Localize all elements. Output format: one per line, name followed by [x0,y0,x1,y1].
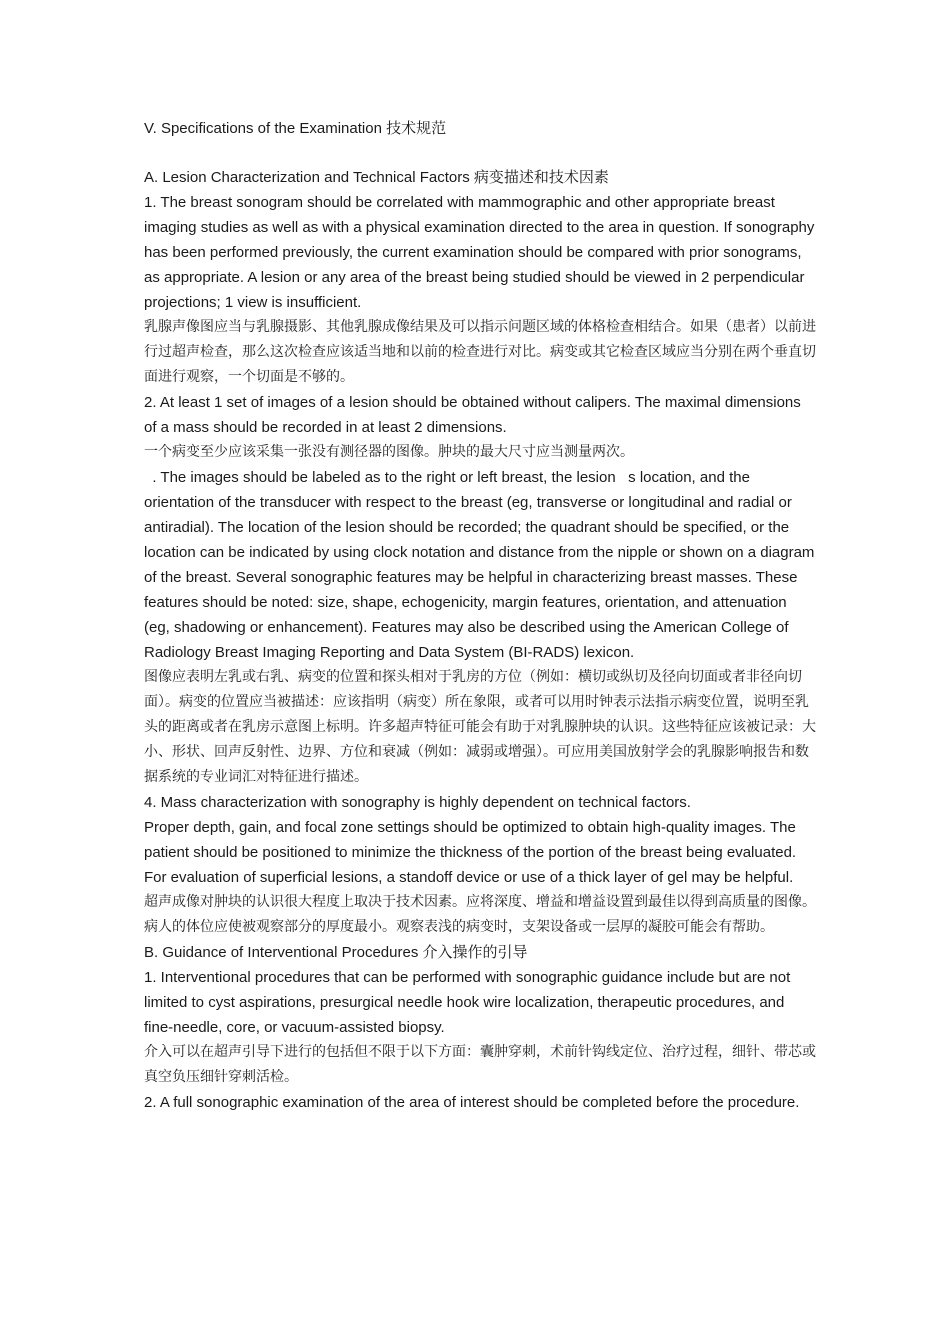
part-b-item2-en: 2. A full sonographic examination of the area of interest should be completed before the procedure. [144,1094,800,1111]
part-a-item1-zh: 乳腺声像图应当与乳腺摄影、其他乳腺成像结果及可以指示问题区域的体格检查相结合。如果（患者）以前进行过超声检查，那么这次检查应该适当地和以前的检查进行对比。病变或其它检查区域应当分别在两个垂直切面进行观察，一个切面是不够的。 [144,319,816,385]
document-page [144,116,819,1115]
part-a-item2-en: 2. At least 1 set of images of a lesion should be obtained without calipers. The maximal dimensions of a mass should be recorded in at least 2 dimensions. [144,394,801,436]
part-b-heading: B. Guidance of Interventional Procedures 介入操作的引导 [144,944,528,961]
part-a-item2-zh: 一个病变至少应该采集一张没有测径器的图像。肿块的最大尺寸应当测量两次。 [144,444,634,460]
part-a-item1-en: 1. The breast sonogram should be correlated with mammographic and other appropriate breast imaging studies as well as with a physical examination directed to the area in question. If sonography has been performed previously, the current examination should be compared with prior sonograms, as appropriate. A lesion or any area of the breast being studied should be viewed in 2 perpendicular projections; 1 view is insufficient. [144,194,815,311]
part-a-item3-zh: 图像应表明左乳或右乳、病变的位置和探头相对于乳房的方位（例如：横切或纵切及径向切面或者非径向切面）。病变的位置应当被描述：应该指明（病变）所在象限，或者可以用时钟表示法指示病变位置，说明至乳头的距离或者在乳房示意图上标明。许多超声特征可能会有助于对乳腺肿块的认识。这些特征应该被记录：大小、形状、回声反射性、边界、方位和衰减（例如：减弱或增强）。可应用美国放射学会的乳腺影响报告和数据系统的专业词汇对特征进行描述。 [144,669,816,785]
part-a-item4-en-body: Proper depth, gain, and focal zone settings should be optimized to obtain high-quality images. The patient should be positioned to minimize the thickness of the portion of the breast being evaluated. For evaluation of superficial lesions, a standoff device or use of a thick layer of gel may be helpful. [144,819,797,886]
part-a-item4-zh: 超声成像对肿块的认识很大程度上取决于技术因素。应将深度、增益和增益设置到最佳以得到高质量的图像。病人的体位应使被观察部分的厚度最小。观察表浅的病变时，支架设备或一层厚的凝胶可能会有帮助。 [144,894,816,935]
part-a-heading: A. Lesion Characterization and Technical Factors 病变描述和技术因素 [144,169,609,186]
section-title: V. Specifications of the Examination 技术规范 [144,120,447,137]
part-a-item3-en: . The images should be labeled as to the right or left breast, the lesion s location, and the orientation of the transducer with respect to the breast (eg, transverse or longitudinal and radial or antiradial). The location of the lesion should be recorded; the quadrant should be specified, or the location can be indicated by using clock notation and distance from the nipple or shown on a diagram of the breast. Several sonographic features may be helpful in characterizing breast masses. These features should be noted: size, shape, echogenicity, margin features, orientation, and attenuation (eg, shadowing or enhancement). Features may also be described using the American College of Radiology Breast Imaging Reporting and Data System (BI-RADS) lexicon. [144,469,819,661]
part-b-item1-en: 1. Interventional procedures that can be performed with sonographic guidance include but are not limited to cyst aspirations, presurgical needle hook wire localization, therapeutic procedures, and fine-needle, core, or vacuum-assisted biopsy. [144,969,791,1036]
part-b-item1-zh: 介入可以在超声引导下进行的包括但不限于以下方面：囊肿穿刺，术前针钩线定位、治疗过程，细针、带芯或真空负压细针穿刺活检。 [144,1044,816,1085]
part-a-item4-en-line1: 4. Mass characterization with sonography is highly dependent on technical factors. [144,794,691,811]
